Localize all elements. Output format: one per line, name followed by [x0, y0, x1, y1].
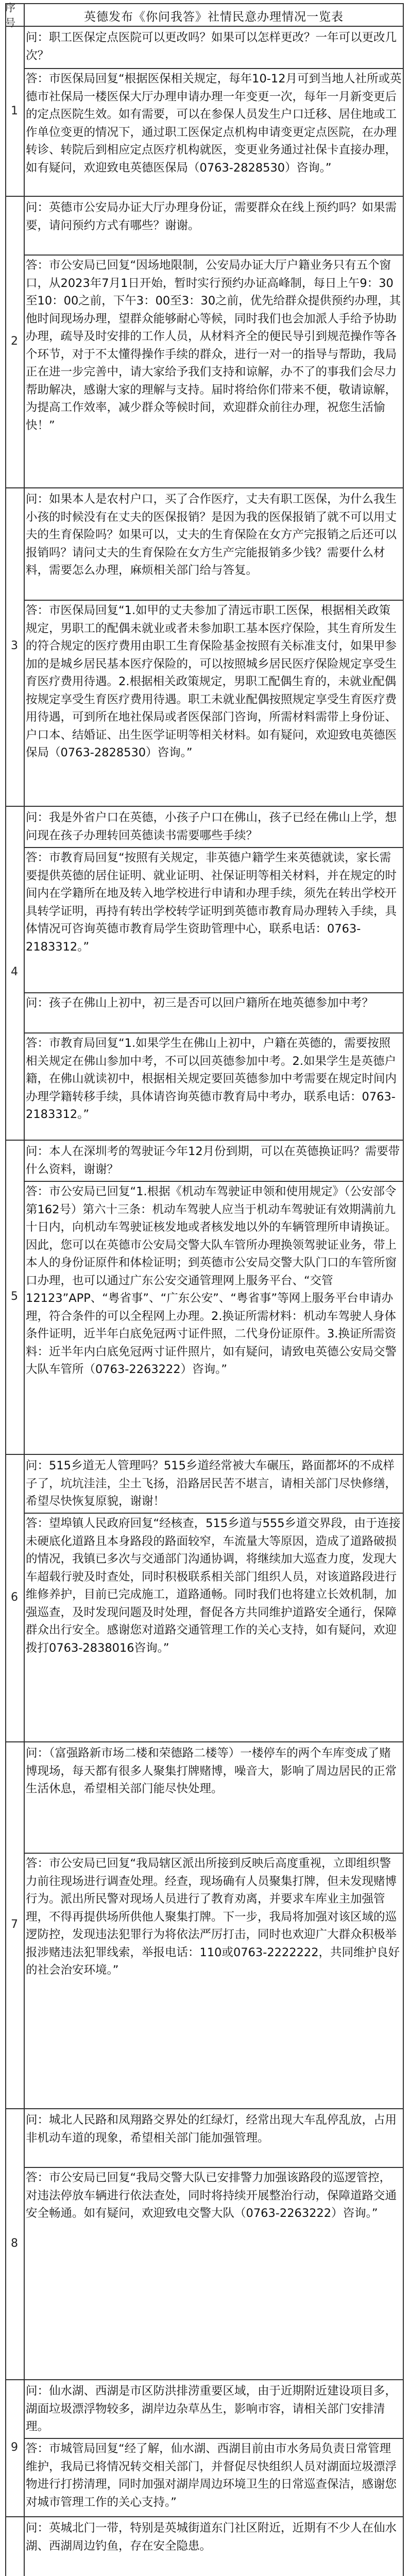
table-title: 英德发布《你问我答》社情民意办理情况一览表: [84, 10, 344, 24]
row-divider: [5, 1741, 404, 1742]
entry-number: [5, 2517, 24, 2576]
entry-answer: 答：市公安局已回复“1.根据《机动车驾驶证申领和使用规定》（公安部令第162号）第六十三条：机动车驾驶人应当于机动车驾驶证有效期满前九十日内，向机动车驾驶证核发地或者核发地以外的车辆管理所申请换证。因此，您可以在英德市公安局交警大队车管所办理换领驾驶证业务，带上本人的身份证原件和体检证明；到英德市公安局交警大队门口的车管所窗口办理，也可以通过广东公安交通管理网上服务平台、“交管12123”APP、“粤省事”、“广东公安”、“粤省事”等网上服务平台申请办理，符合条件的可以全程网上办理。2.换证所需材料：机动车驾驶人身体条件证明，近半年白底免冠两寸证件照，二代身份证原件。3.换证所需资料：近半年内白底免冠两寸证件照片，如有疑问，请致电英德公安局交警大队车管所（0763-2263222）咨询。”: [26, 1185, 397, 1376]
row-divider: [5, 196, 404, 197]
row-divider: [5, 1140, 404, 1141]
qa-divider: [25, 600, 403, 601]
entry-number: 2: [11, 334, 18, 348]
seq-header: 序号: [5, 2, 15, 29]
qa-divider: [25, 847, 403, 848]
entry-question: 问：我是外省户口在英德，小孩子户口在佛山，孩子已经在佛山上学，想问现在孩子办理转回英德读书需要哪些手续？: [26, 811, 397, 842]
qa-divider: [25, 2167, 403, 2168]
entry-question: 问：仙水湖、西湖是市区防洪排涝重要区域，由于近期附近建设项目多，湖面垃圾漂浮物较多，湖岸边杂草丛生，影响市容，请相关部门安排清理。: [26, 2384, 397, 2433]
entry-question: 问：职工医保定点医院可以更改吗？如果可以怎样更改？一年可以更改几次？: [26, 31, 397, 62]
row-divider: [5, 806, 404, 807]
entry-extra-question: 问：孩子在佛山上初中，初三是否可以回户籍所在地英德参加中考？: [26, 996, 374, 1010]
row-divider: [5, 487, 404, 488]
entry-answer: 答：市公安局已回复“我局辖区派出所接到反映后高度重视，立即组织警力前往现场进行调查处理。经查，现场确有人员聚集打牌，但未发现赌博行为。派出所民警对现场人员进行了教育劝离，并要求车库业主加强管理，不得再提供场所供他人聚集打牌。下一步，我局将加强对该区域的巡逻防控，发现违法犯罪行为将依法严厉打击，同时也欢迎广大群众积极举报涉赌违法犯罪线索，举报电话：110或0763-2222222，共同维护良好的社会治安环境。”: [26, 1857, 400, 1977]
entry-answer: 答：望埠镇人民政府回复“经核查，515乡道与555乡道交界段，由于连接未硬底化道路且本身路段的路面较窄，车流量大等原因，造成了道路破损的情况，我镇已多次与交通部门沟通协调，将继续加大巡查力度，发现大车超载行驶及时查处，同时积极联系相关部门组织人员，对该道路段进行维修养护，目前已完成施工，道路通畅。同时我们也将建立长效机制，加强巡查，及时发现问题及时处理，督促各方共同维护道路安全通行，保障群众出行安全。感谢您对道路交通管理工作的关心支持，如有疑问，欢迎拨打0763-2838016咨询。”: [26, 1517, 401, 1655]
entry-number: 5: [11, 1290, 18, 1303]
qa-divider: [25, 2438, 403, 2439]
entry-question: 问：英德市公安局办证大厅办理身份证，需要群众在线上预约吗？如果需要，请问预约方式有哪些？谢谢。: [26, 201, 397, 232]
entry-number: 9: [11, 2441, 18, 2454]
entry-question: 问：如果本人是农村户口，买了合作医疗，丈夫有职工医保，为什么我生小孩的时候没有在丈夫的医保报销？是因为我的医保报销了就不可以用丈夫的生育保险吗？如果可以，丈夫的生育保险在女方产完报销之后还可以报销吗？请问丈夫的生育保险在女方生产完能报销多少钱？需要什么材料，需要怎么办理，麻烦相关部门给与答复。: [26, 493, 397, 577]
qa-divider: [25, 1513, 403, 1514]
qa-divider: [25, 68, 403, 69]
entry-number: 4: [11, 965, 18, 978]
entry-answer: 答：市医保局回复“1.如甲的丈夫参加了清远市职工医保，根据相关政策规定，男职工的配偶未就业或者未参加职工基本医疗保险，其生育所发生的符合规定的医疗费用由职工生育保险基金按照有关标准支付，如果甲参加的是城乡居民基本医疗保险的，可以按照城乡居民医疗保险规定享受生育医疗费用待遇。2.根据相关政策规定，男职工配偶生育的，未就业配偶按规定享受生育医疗费用待遇。职工未就业配偶按照规定享受生育医疗费用待遇，可到所在地社保局或者医保部门咨询，所需材料需带上身份证、户口本、结婚证、出生医学证明等相关材料。如有疑问，欢迎致电英德医保局（0763-2828530）咨询。”: [26, 604, 397, 759]
row-divider: [5, 26, 404, 27]
entry-answer: 答：市医保局回复“根据医保相关规定，每年10-12月可到当地人社所或英德市社保局一楼医保大厅办理申请办理一年变更一次，每年一月新变更后的定点医院生效。如有需要，可以在参保人员发生户口迁移、居住地或工作单位变更的情况下，通过职工医保定点机构申请变更定点医院，在办理转诊、转院后到相应定点医疗机构就医，变更业务通过社保卡直接办理，如有疑问，欢迎致电英德医保局（0763-2828530）咨询。”: [26, 72, 402, 175]
qa-divider: [25, 992, 403, 993]
row-divider: [5, 1454, 404, 1455]
entry-number: 8: [11, 2236, 18, 2250]
row-divider: [5, 2379, 404, 2380]
qa-divider: [25, 1853, 403, 1854]
entry-answer: 答：市公安局已回复“我局交警大队已安排警力加强该路段的巡逻管控，对违法停放车辆进行依法查处，同时将持续开展整治行动，保障道路交通安全畅通。如有疑问，欢迎致电交警大队（0763-2263222）咨询。”: [26, 2171, 397, 2220]
entry-answer: 答：市公安局已回复“因场地限制，公安局办证大厅户籍业务只有五个窗口，从2023年7月1日开始，暂时实行预约办证高峰制，每日上午9：30至10：00之前，下午3：00至3：30之前，优先给群众提供预约办理，其他时间现场办理，望群众能够耐心等候，同时我们也会加派人手给予协助办理，疏导及时安排的工作人员，从材料齐全的便民导引到规范操作等各个环节，对于不太懂得操作手续的群众，进行一对一的指导与帮助，我局正在进一步完善中，请大家给予我们支持和谅解，办不了的事我们会尽力帮助解决，感谢大家的理解与支持。届时将给你们带来不便，敬请谅解，为提高工作效率，减少群众等候时间，欢迎群众前往办理，祝您生活愉快！”: [26, 259, 401, 432]
entry-question: 问：本人在深圳考的驾驶证今年12月份到期，可以在英德换证吗？需要带什么资料，谢谢？: [26, 1145, 400, 1176]
entry-answer: 答：市城管局回复“经了解，仙水湖、西湖目前由市水务局负责日常管理维护，我局已将情况转交相关部门，并督促尽快组织人员对湖面垃圾漂浮物进行打捞清理，同时加强对湖岸周边环境卫生的日常巡查保洁，感谢您对城市管理工作的关心支持。”: [26, 2442, 397, 2509]
entry-answer: 答：市教育局回复“按照有关规定，非英德户籍学生来英德就读，家长需要提供英德的居住证明、就业证明、社保证明等相关材料，并在规定的时间内在学籍所在地及转入地学校进行申请和办理手续，须先在转出学校开具转学证明，再持有转出学校转学证明到英德市教育局办理转入手续，具体情况可咨询英德市教育局学生资助管理中心，联系电话：0763-2183312。”: [26, 851, 397, 954]
entry-number: 7: [11, 1918, 18, 1931]
qa-divider: [25, 1032, 403, 1033]
qa-divider: [25, 1181, 403, 1182]
entry-extra-answer: 答：市教育局回复“1.如果学生在佛山上初中，户籍在英德的，需要按照相关规定在佛山参加中考，不可以回英德参加中考。2.如果学生是英德户籍，在佛山就读初中，根据相关规定要回英德参加中考需要在规定时间内办理学籍转移手续，具体请咨询英德市教育局中考办，联系电话：0763-2183312。”: [26, 1037, 397, 1121]
entry-question: 问：（富强路新市场二楼和荣德路二楼等）一楼停车的两个车库变成了赌博现场，每天都有很多人聚集打牌赌博，噪音大，影响了周边居民的正常生活休息，希望相关部门能尽快处理。: [26, 1747, 397, 1795]
row-divider: [5, 2108, 404, 2109]
qa-divider: [25, 255, 403, 256]
entry-question: 问：城北人民路和凤翔路交界处的红绿灯，经常出现大车乱停乱放，占用非机动车道的现象，希望相关部门能加强管理。: [26, 2113, 397, 2145]
entry-number: 6: [11, 1590, 18, 1604]
row-divider: [5, 2516, 404, 2517]
entry-question: 问：英城北门一带，特别是英城街道东门社区附近，近期有不少人在仙水湖、西湖周边钓鱼，存在安全隐患。: [26, 2521, 397, 2553]
entry-number: 1: [11, 104, 18, 117]
entry-number: 3: [11, 639, 18, 652]
column-divider: [24, 3, 25, 2576]
entry-question: 问：515乡道无人管理吗？515乡道经常被大车碾压，路面都坏的不成样子了，坑坑洼洼，尘土飞扬，沿路居民苦不堪言，请相关部门尽快修缮，希望尽快恢复原貌，谢谢！: [26, 1459, 397, 1508]
